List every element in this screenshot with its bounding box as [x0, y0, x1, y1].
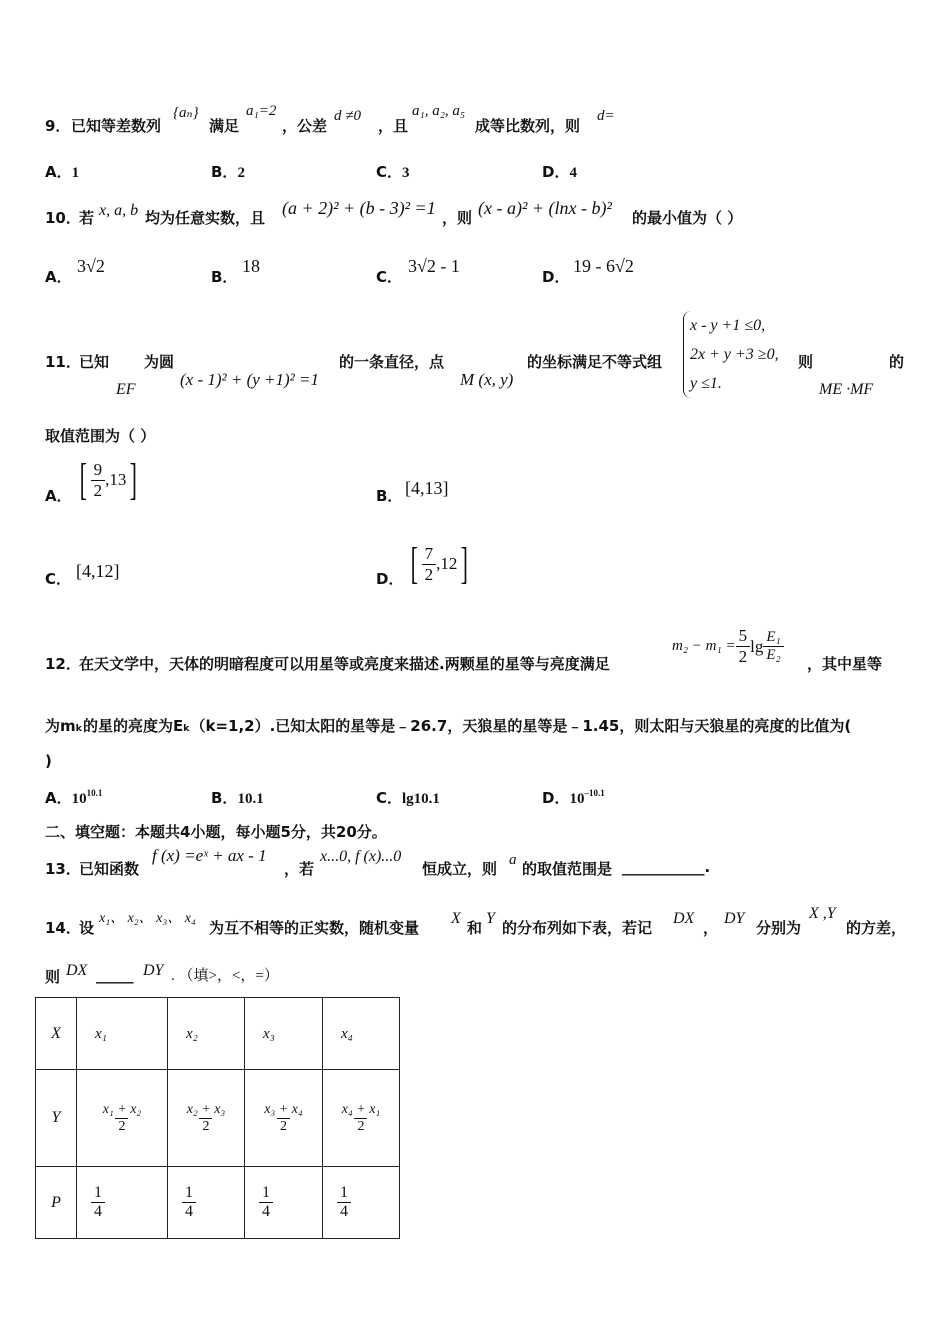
option-label: C．	[376, 268, 403, 286]
q9-condition-d: d ≠0	[334, 108, 361, 124]
fraction	[182, 1184, 196, 1221]
q9-option-b[interactable]	[211, 161, 245, 182]
q10-option-d-value: 19 - 6√2	[573, 256, 634, 276]
option-value: 2	[237, 165, 245, 181]
q14-text-4: 的分布列如下表，若记	[502, 919, 653, 937]
q14-X: X	[451, 910, 461, 927]
cell-value: x₄	[341, 1025, 353, 1042]
q9-number: 9．	[45, 117, 71, 135]
option-value: 4	[569, 165, 577, 181]
section-2-heading: 二、填空题：本题共4小题，每小题5分，共20分。	[45, 823, 387, 841]
option-label: C．	[45, 570, 72, 588]
option-label: D．	[376, 570, 404, 588]
q14-line2-dx: DX	[66, 962, 88, 979]
option-value: 1	[71, 165, 80, 181]
table-cell	[245, 1070, 323, 1167]
left-bracket: [	[76, 561, 82, 581]
right-bracket: ]	[442, 478, 449, 498]
q10-vars: x, a, b	[99, 202, 139, 219]
denominator: 2	[354, 1118, 367, 1135]
q14-comma: ，	[703, 919, 719, 937]
q11-option-c[interactable]	[45, 568, 71, 589]
q12-text-1: 在天文学中，天体的明暗程度可以用星等或亮度来描述.两颗星的星等与亮度满足	[79, 655, 610, 673]
fraction	[91, 1184, 105, 1221]
denominator: 4	[259, 1202, 273, 1221]
option-label: A．	[45, 163, 72, 181]
q13-text-2: ，若	[284, 860, 315, 878]
q10-option-a-value: 3√2	[77, 256, 105, 276]
fraction	[259, 1184, 273, 1221]
q9-text-3: ，公差	[282, 117, 328, 135]
distribution-table	[35, 997, 400, 1239]
q13-number: 13．	[45, 860, 81, 878]
q9-option-a[interactable]	[45, 161, 79, 182]
q11-circle: (x - 1)² + (y +1)² =1	[180, 370, 320, 389]
q10-text-2: 均为任意实数，且	[145, 209, 266, 227]
q9-text-1: 已知等差数列	[71, 117, 162, 135]
q11-text-2: 为圆	[144, 353, 175, 371]
q12-text-2: ，其中星等	[807, 655, 883, 673]
inequality-3: y ≤1.	[690, 375, 722, 392]
cell-value: x₂	[186, 1025, 198, 1042]
option-label: B．	[376, 487, 403, 505]
q11-text-5: 则	[798, 353, 814, 371]
q12-number: 12．	[45, 655, 81, 673]
inequality-2: 2x + y +3 ≥0,	[690, 346, 779, 363]
table-cell	[168, 998, 245, 1070]
fraction	[261, 1102, 306, 1135]
option-label: C．	[376, 789, 403, 807]
upper-bound: ,13	[105, 470, 127, 489]
denominator: 2	[736, 646, 751, 667]
option-exponent: 10.1	[86, 788, 103, 798]
numerator: x₃ + x₄	[264, 1101, 303, 1117]
formula-lhs: m₂ − m₁ =	[672, 638, 736, 654]
denominator: 2	[115, 1118, 128, 1135]
q14-number: 14．	[45, 919, 81, 937]
q9-text-5: 成等比数列，则	[475, 117, 581, 135]
q13-var: a	[509, 852, 517, 868]
q11-option-d-value	[407, 539, 472, 588]
q14-Y: Y	[486, 910, 495, 927]
fraction	[422, 544, 437, 585]
option-label: C．	[376, 163, 403, 181]
left-bracket: [	[410, 539, 418, 588]
numerator: 1	[340, 1184, 348, 1201]
interval: 4,12	[82, 561, 114, 581]
q14-vars: x₁、 x₂、 x₃、 x₄	[99, 911, 196, 926]
q10-text-4: 的最小值为（ ）	[632, 209, 743, 227]
denominator: E₂	[763, 646, 783, 664]
q14-DX: DX	[673, 910, 695, 927]
option-value: 3	[402, 165, 410, 181]
q11-option-b[interactable]	[376, 485, 402, 506]
numerator: 5	[738, 626, 748, 645]
q11-option-d[interactable]	[376, 568, 403, 589]
table-cell	[323, 1167, 400, 1239]
q14-line2-start: 则	[45, 968, 61, 986]
option-base: 10	[71, 791, 87, 807]
q11-inequality-system	[683, 311, 779, 398]
option-label: D．	[542, 789, 570, 807]
table-cell	[323, 1070, 400, 1167]
q12-option-c[interactable]	[376, 787, 440, 808]
formula-coefficient	[736, 626, 751, 667]
q9-option-c[interactable]	[376, 161, 410, 182]
option-value: 10.1	[237, 791, 264, 807]
fraction	[339, 1102, 384, 1135]
q13-answer-blank[interactable]: ___________.	[622, 858, 711, 876]
option-label: A．	[45, 268, 72, 286]
option-base: 10	[569, 791, 585, 807]
option-value: lg10.1	[402, 791, 440, 807]
numerator: 7	[424, 543, 434, 563]
q14-XY: X ,Y	[809, 905, 836, 922]
q14-text-5: 分别为	[756, 919, 802, 937]
q11-text-7: 取值范围为（ ）	[45, 427, 156, 445]
numerator: E₁	[766, 629, 781, 645]
denominator: 2	[422, 564, 437, 585]
q12-option-d[interactable]	[542, 787, 605, 808]
q14-text-1: 设	[79, 919, 95, 937]
q14-DY: DY	[724, 910, 745, 927]
q10-option-b-value: 18	[242, 256, 260, 276]
q10-option-c-value: 3√2 - 1	[408, 256, 460, 276]
q12-formula	[672, 626, 784, 667]
formula-lg: lg	[750, 636, 764, 656]
q9-condition-a1: a₁=2	[246, 103, 277, 119]
q10-text-1: 若	[79, 209, 95, 227]
fraction	[100, 1102, 145, 1135]
numerator: x₂ + x₃	[186, 1101, 226, 1117]
option-label: D．	[542, 268, 570, 286]
q13-text-1: 已知函数	[79, 860, 140, 878]
right-bracket: ]	[113, 561, 120, 581]
q13-condition: x...0, f (x)...0	[320, 848, 402, 865]
numerator: 1	[262, 1184, 270, 1201]
table-cell	[323, 998, 400, 1070]
q14-line2-dy: DY	[143, 962, 164, 979]
right-bracket: ]	[461, 539, 469, 588]
table-cell	[77, 1070, 168, 1167]
denominator: 2	[277, 1118, 290, 1135]
table-cell	[168, 1070, 245, 1167]
q11-number: 11．	[45, 353, 81, 371]
option-label: A．	[45, 789, 72, 807]
table-cell	[245, 998, 323, 1070]
numerator: 1	[94, 1184, 102, 1201]
right-bracket: ]	[130, 455, 138, 504]
denominator: 2	[199, 1118, 212, 1135]
numerator: x₁ + x₂	[102, 1101, 142, 1117]
q13-function: f (x) =eˣ + ax - 1	[152, 846, 267, 865]
q10-option-c[interactable]	[376, 266, 402, 287]
q12-line-3: )	[45, 752, 52, 770]
numerator: x₄ + x₁	[341, 1101, 381, 1117]
q11-text-4: 的坐标满足不等式组	[527, 353, 663, 371]
row-header: X	[36, 998, 77, 1070]
q13-text-3: 恒成立，则	[422, 860, 498, 878]
option-label: D．	[542, 163, 570, 181]
q14-answer-blank[interactable]: _____	[96, 966, 134, 984]
q9-text-4: ，且	[378, 117, 409, 135]
q9-text-2: 满足	[209, 117, 240, 135]
q11-dot-product: ME ·MF	[819, 381, 874, 398]
table-row-p	[36, 1167, 400, 1239]
q11-text-6: 的	[889, 353, 905, 371]
interval: 4,13	[411, 478, 443, 498]
q10-option-d[interactable]	[542, 266, 569, 287]
q14-text-3: 和	[467, 919, 483, 937]
q10-condition: (a + 2)² + (b - 3)² =1	[282, 198, 436, 218]
q9-terms: a₁, a₂, a₅	[412, 103, 466, 119]
option-label: A．	[45, 487, 72, 505]
q11-option-c-value	[76, 561, 120, 582]
option-exponent: –10.1	[584, 788, 605, 798]
q9-sequence: {aₙ}	[173, 105, 199, 121]
q14-line2-hint: . （填>，<，=）	[171, 968, 279, 984]
q10-text-3: ，则	[442, 209, 473, 227]
q11-point: M (x, y)	[460, 370, 514, 389]
numerator: 9	[93, 459, 103, 479]
q9-ask: d=	[597, 108, 615, 124]
denominator: 4	[337, 1202, 351, 1221]
q11-option-b-value	[405, 478, 449, 499]
table-cell	[77, 1167, 168, 1239]
cell-value: x₁	[95, 1025, 107, 1042]
fraction	[184, 1102, 229, 1135]
q11-option-a[interactable]	[45, 485, 72, 506]
table-row-x	[36, 998, 400, 1070]
q10-expression: (x - a)² + (lnx - b)²	[478, 198, 612, 218]
fraction	[337, 1184, 351, 1221]
q9-option-d[interactable]	[542, 161, 577, 182]
numerator: 1	[185, 1184, 193, 1201]
q12-option-a[interactable]	[45, 787, 102, 808]
left-bracket: [	[405, 478, 411, 498]
q10-number: 10．	[45, 209, 81, 227]
q14-text-6: 的方差，	[846, 919, 907, 937]
option-label: B．	[211, 789, 238, 807]
q10-option-a[interactable]	[45, 266, 72, 287]
q11-option-a-value	[76, 455, 141, 504]
q11-ef: EF	[116, 381, 136, 398]
table-cell	[245, 1167, 323, 1239]
row-header: Y	[36, 1070, 77, 1167]
denominator: 4	[91, 1202, 105, 1221]
q11-text-1: 已知	[79, 353, 110, 371]
q11-text-3: 的一条直径，点	[339, 353, 445, 371]
table-cell	[77, 998, 168, 1070]
option-label: B．	[211, 268, 238, 286]
denominator: 2	[91, 480, 106, 501]
q13-text-4: 的取值范围是	[522, 860, 613, 878]
formula-ratio	[763, 629, 783, 664]
q14-text-2: 为互不相等的正实数，随机变量	[209, 919, 420, 937]
inequality-1: x - y +1 ≤0,	[690, 317, 766, 334]
cell-value: x₃	[263, 1025, 275, 1042]
fraction	[91, 460, 106, 501]
left-bracket: [	[79, 455, 87, 504]
q12-option-b[interactable]	[211, 787, 264, 808]
table-row-y	[36, 1070, 400, 1167]
option-label: B．	[211, 163, 238, 181]
q10-option-b[interactable]	[211, 266, 237, 287]
upper-bound: ,12	[436, 554, 458, 573]
table-cell	[168, 1167, 245, 1239]
row-header: P	[36, 1167, 77, 1239]
q12-line-2: 为mₖ的星的亮度为Eₖ（k=1,2）.已知太阳的星等是﹣26.7，天狼星的星等是﹣1.45，则太阳与天狼星的亮度的比值为(	[45, 717, 852, 735]
denominator: 4	[182, 1202, 196, 1221]
